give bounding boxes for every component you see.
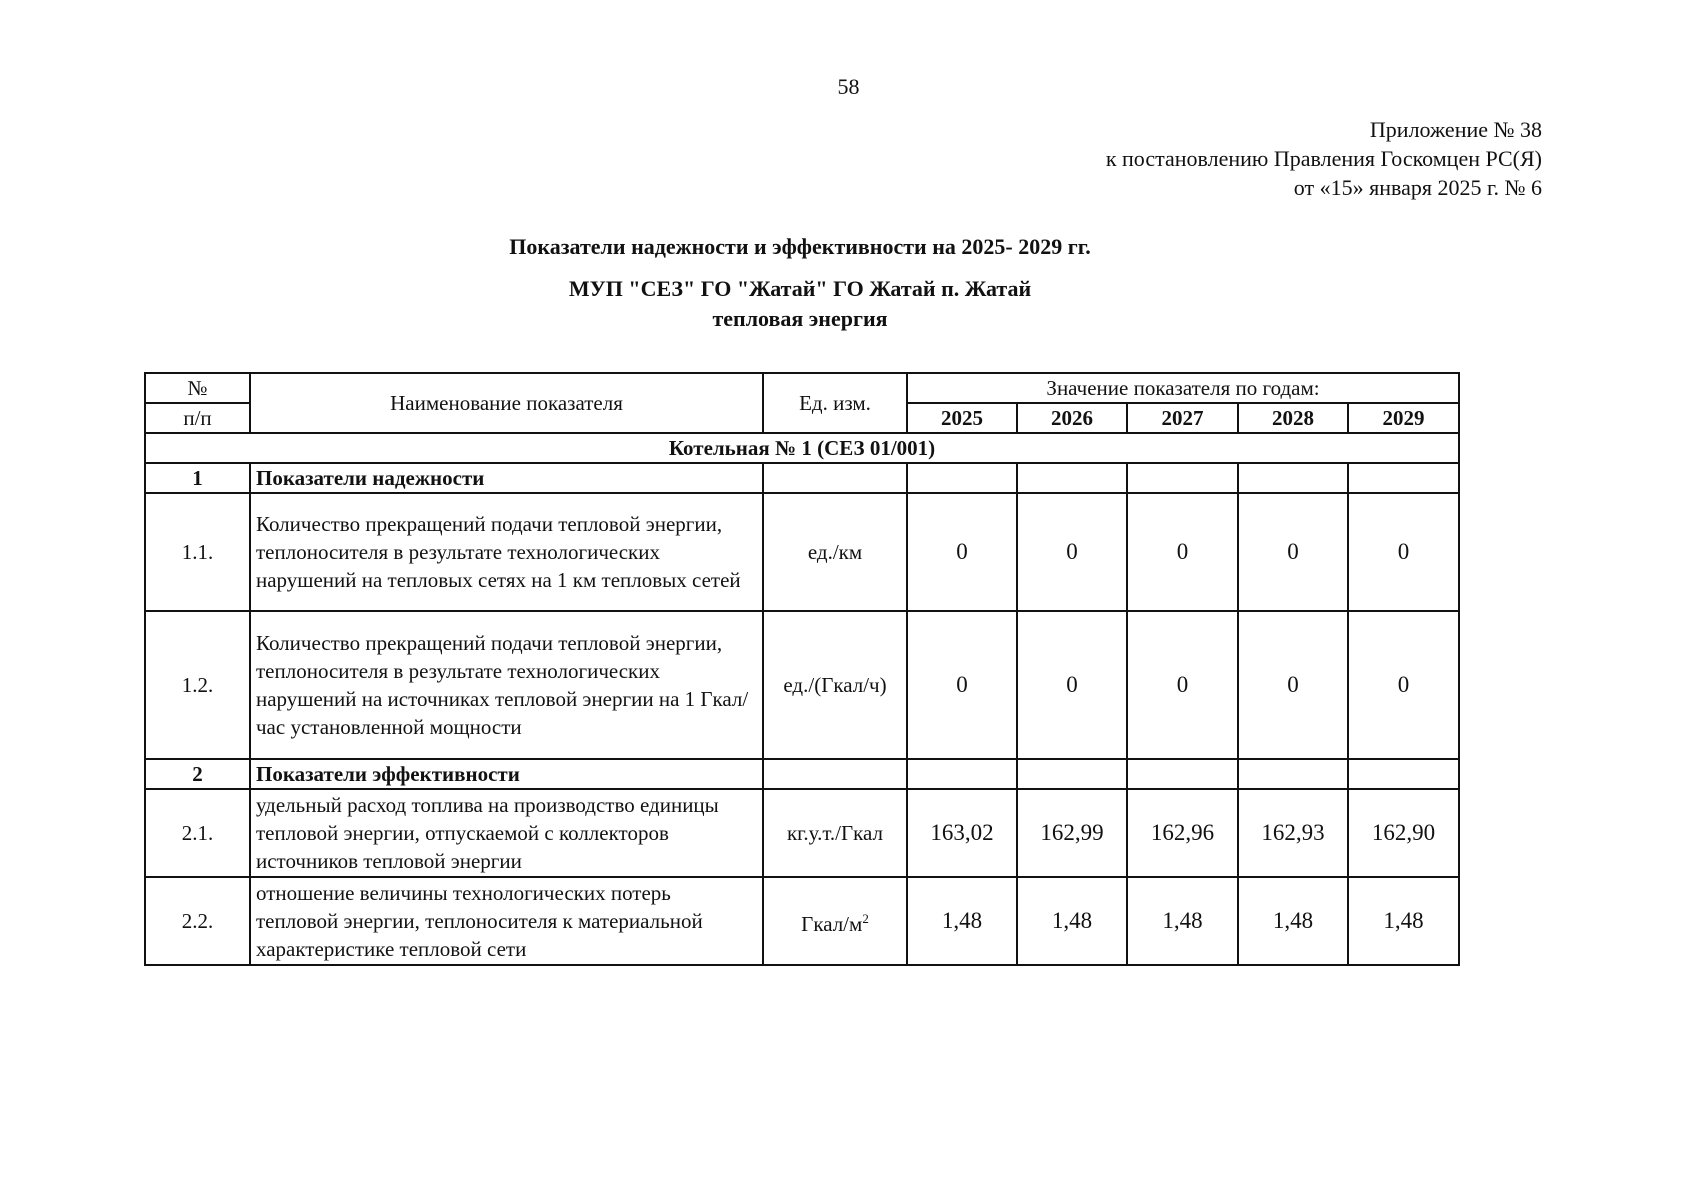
row-value: 162,93 [1238,789,1348,877]
row-value: 1,48 [1127,877,1238,965]
row-value: 0 [1017,493,1127,611]
row-value: 162,99 [1017,789,1127,877]
row-indicator-name: отношение величины технологических потерь тепловой энергии, теплоносителя к материальной характеристике тепловой сети [250,877,763,965]
group-row-reliability [145,463,1459,493]
header-unit: Ед. изм. [763,373,907,433]
row-value: 0 [907,611,1017,759]
row-value: 0 [1017,611,1127,759]
appendix-reference [1106,115,1542,202]
row-value: 163,02 [907,789,1017,877]
row-number: 2.1. [145,789,250,877]
section-row [145,433,1459,463]
row-indicator-name: Количество прекращений подачи тепловой энергии, теплоносителя в результате технологических нарушений на источниках тепловой энергии на 1 Гкал/час установленной мощности [250,611,763,759]
row-value: 0 [1348,611,1459,759]
row-number: 1.2. [145,611,250,759]
row-indicator-name: удельный расход топлива на производство единицы тепловой энергии, отпускаемой с коллекторов источников тепловой энергии [250,789,763,877]
row-value: 0 [1127,493,1238,611]
row-value: 162,90 [1348,789,1459,877]
resource-title: тепловая энергия [712,306,888,331]
group-number: 2 [145,759,250,789]
row-value: 0 [1238,611,1348,759]
header-number-top: № [145,373,250,403]
indicators-table [144,372,1460,966]
row-indicator-name: Количество прекращений подачи тепловой энергии, теплоносителя в результате технологических нарушений на тепловых сетях на 1 км тепловых сетей [250,493,763,611]
header-values-by-year: Значение показателя по годам: [907,373,1459,403]
header-year: 2029 [1348,403,1459,433]
header-year: 2028 [1238,403,1348,433]
document-title: Показатели надежности и эффективности на 2025- 2029 гг. [509,234,1091,259]
row-number: 2.2. [145,877,250,965]
row-unit: ед./(Гкал/ч) [763,611,907,759]
row-unit: кг.у.т./Гкал [763,789,907,877]
row-value: 0 [907,493,1017,611]
table-header-row [145,373,1459,403]
header-year: 2027 [1127,403,1238,433]
group-row-efficiency [145,759,1459,789]
row-value: 0 [1127,611,1238,759]
row-value: 0 [1348,493,1459,611]
table-row [145,493,1459,611]
group-name: Показатели эффективности [250,759,763,789]
row-value: 1,48 [907,877,1017,965]
unit-base: Гкал/м [801,911,863,936]
header-year: 2025 [907,403,1017,433]
unit-superscript: 2 [862,910,869,926]
row-number: 1.1. [145,493,250,611]
row-value: 1,48 [1017,877,1127,965]
group-name: Показатели надежности [250,463,763,493]
row-value: 1,48 [1348,877,1459,965]
page-number: 58 [837,74,860,99]
appendix-line-3: от «15» января 2025 г. № 6 [1293,175,1542,200]
row-value: 0 [1238,493,1348,611]
organization-title: МУП "СЕЗ" ГО "Жатай" ГО Жатай п. Жатай [568,276,1032,301]
row-value: 162,96 [1127,789,1238,877]
table-row [145,611,1459,759]
group-number: 1 [145,463,250,493]
header-year: 2026 [1017,403,1127,433]
appendix-line-1: Приложение № 38 [1369,117,1542,142]
row-unit: ед./км [763,493,907,611]
row-value: 1,48 [1238,877,1348,965]
header-indicator-name: Наименование показателя [250,373,763,433]
section-title: Котельная № 1 (СЕЗ 01/001) [145,433,1459,463]
header-number-bottom: п/п [145,403,250,433]
row-unit [763,877,907,965]
appendix-line-2: к постановлению Правления Госкомцен РС(Я) [1105,146,1542,171]
table-row [145,877,1459,965]
table-row [145,789,1459,877]
